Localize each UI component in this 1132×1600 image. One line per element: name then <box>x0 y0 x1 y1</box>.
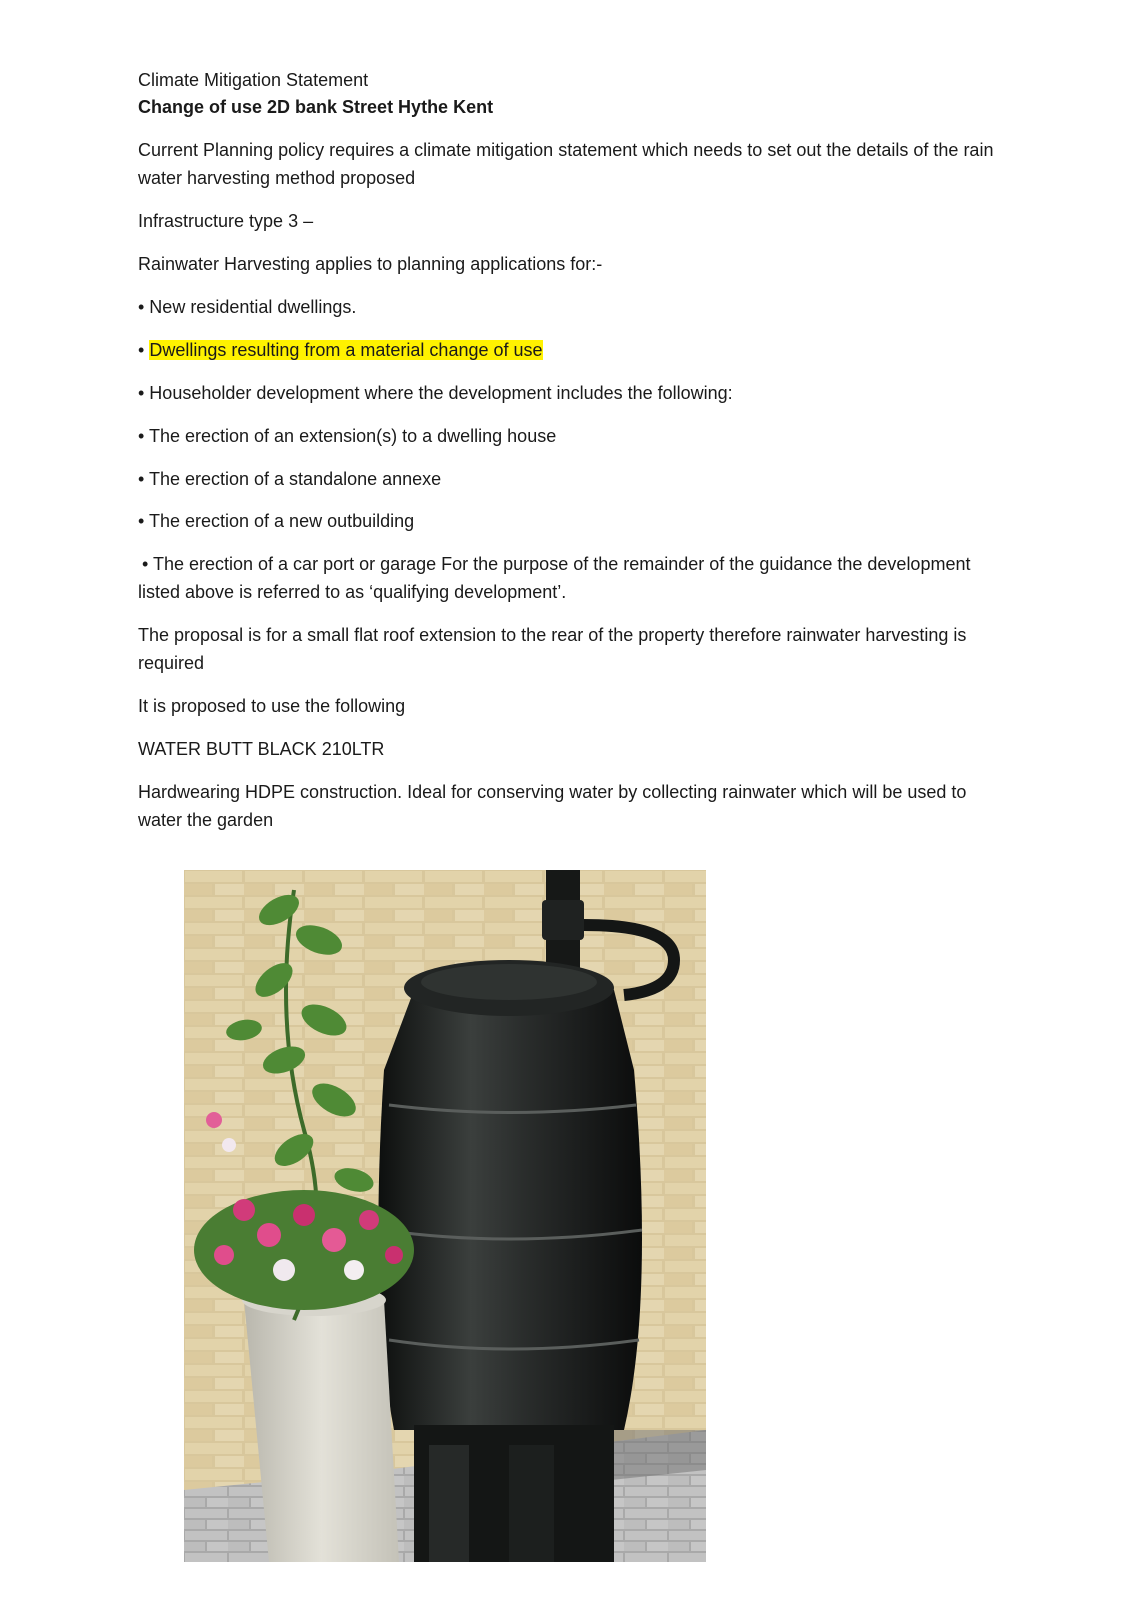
highlighted-text: Dwellings resulting from a material change of use <box>149 340 543 360</box>
bullet-marker: • <box>138 340 145 360</box>
document-title: Climate Mitigation Statement <box>138 70 369 90</box>
applies-heading: Rainwater Harvesting applies to planning applications for:- <box>138 254 603 274</box>
bullet-item: • Householder development where the development includes the following: <box>138 383 733 403</box>
bullet-item: • New residential dwellings. <box>138 297 357 317</box>
proposed-use: It is proposed to use the following <box>138 696 406 716</box>
water-butt-photo <box>184 870 706 1562</box>
bullet-item: • The erection of an extension(s) to a dwelling house <box>138 426 557 446</box>
bullet-item: • The erection of a car port or garage For the purpose of the remainder of the guidance the development listed above is referred to as ‘qualifying development’. <box>138 554 971 602</box>
intro-paragraph: Current Planning policy requires a climate mitigation statement which needs to set out the details of the rain water harvesting method proposed <box>138 140 994 188</box>
infrastructure-type: Infrastructure type 3 – <box>138 211 314 231</box>
product-description: Hardwearing HDPE construction. Ideal for conserving water by collecting rainwater which will be used to water the garden <box>138 782 967 830</box>
bullet-item: • The erection of a standalone annexe <box>138 469 442 489</box>
bullet-item-highlighted <box>138 336 1008 364</box>
bullet-item: • The erection of a new outbuilding <box>138 511 415 531</box>
proposal-paragraph: The proposal is for a small flat roof extension to the rear of the property therefore rainwater harvesting is required <box>138 625 967 673</box>
document-subtitle: Change of use 2D bank Street Hythe Kent <box>138 97 494 117</box>
product-name: WATER BUTT BLACK 210LTR <box>138 739 385 759</box>
